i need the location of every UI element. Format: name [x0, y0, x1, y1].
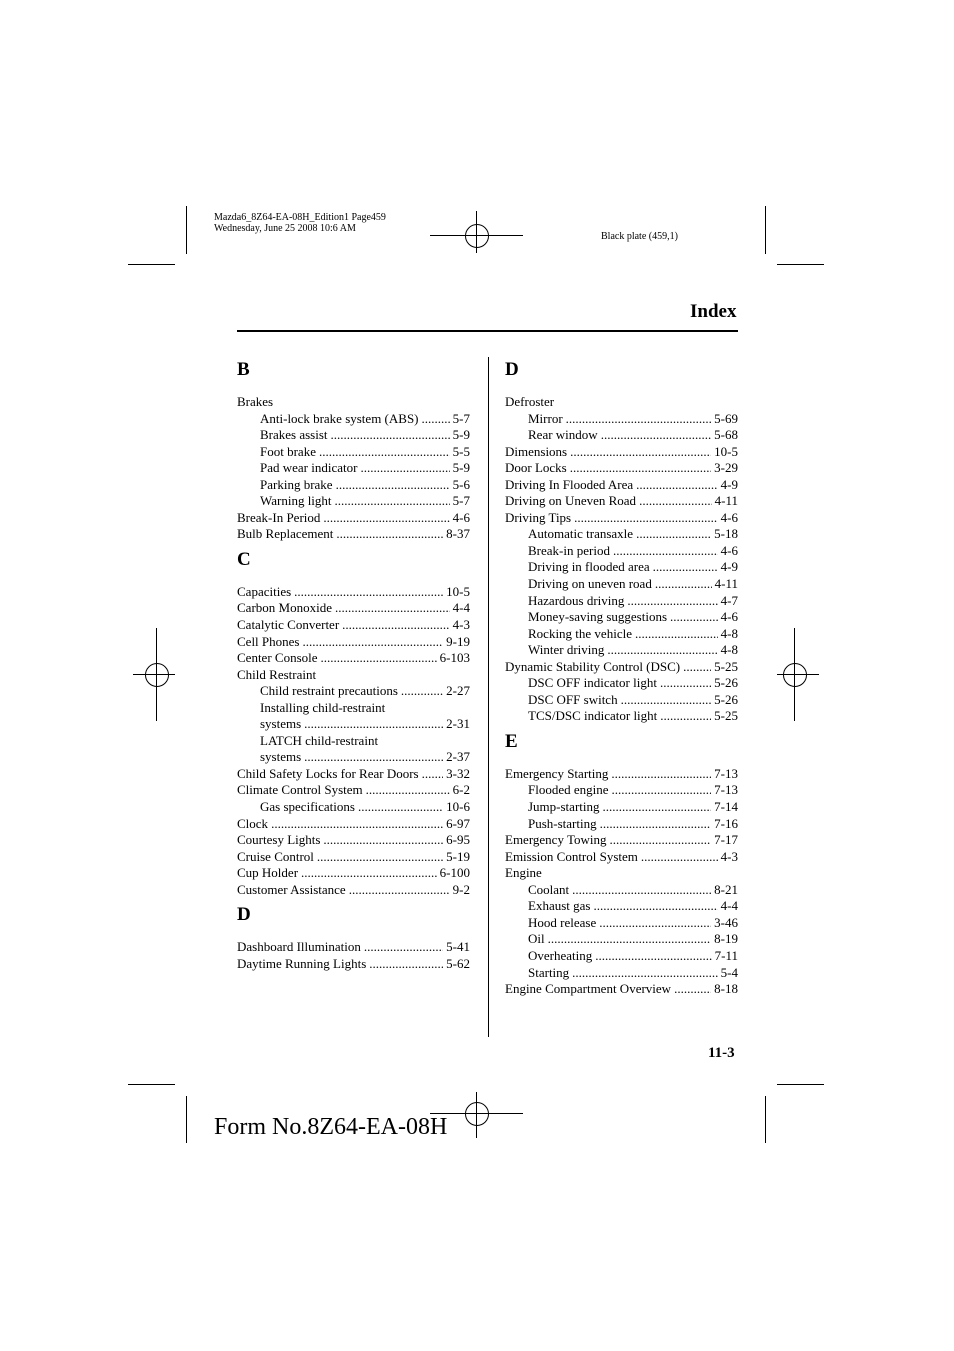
index-column-left — [237, 359, 470, 972]
entry-page-ref: 4-8 — [720, 642, 738, 658]
dot-leader — [342, 617, 449, 634]
entry-term: DSC OFF indicator light — [528, 675, 657, 691]
entry-term: Emergency Starting — [505, 765, 609, 781]
index-entry — [237, 832, 470, 849]
section-letter: D — [237, 904, 251, 926]
index-subentry — [505, 948, 738, 965]
dot-leader — [670, 609, 718, 626]
index-entry — [505, 394, 738, 411]
entry-page-ref: 6-103 — [439, 650, 470, 666]
index-subentry — [505, 882, 738, 899]
index-subentry — [237, 477, 470, 494]
index-entry — [237, 816, 470, 833]
dot-leader — [331, 427, 450, 444]
entry-term: Emission Control System — [505, 848, 638, 864]
entry-page-ref: 7-14 — [714, 799, 738, 815]
entry-page-ref: 9-19 — [446, 633, 470, 649]
entry-term: Push-starting — [528, 815, 597, 831]
entry-term: Clock — [237, 815, 269, 831]
entry-term: Jump-starting — [528, 799, 600, 815]
entry-term: Starting — [528, 964, 570, 980]
section-letter: E — [505, 730, 518, 752]
dot-leader — [301, 865, 437, 882]
dot-leader — [323, 832, 443, 849]
entry-term: Rear window — [528, 427, 598, 443]
index-subentry — [505, 931, 738, 948]
dot-leader — [610, 832, 712, 849]
entry-term: Bulb Replacement — [237, 526, 334, 542]
entry-page-ref: 5-25 — [714, 658, 738, 674]
dot-leader — [317, 849, 443, 866]
entry-page-ref: 5-5 — [452, 443, 470, 459]
dot-leader — [621, 692, 712, 709]
entry-term: Automatic transaxle — [528, 526, 634, 542]
entry-page-ref: 5-26 — [714, 675, 738, 691]
crop-mark — [186, 1096, 187, 1143]
entry-page-ref: 10-6 — [446, 799, 470, 815]
index-subentry — [505, 816, 738, 833]
entry-page-ref: 5-62 — [446, 955, 470, 971]
crop-mark — [128, 1084, 175, 1085]
entry-term: Door Locks — [505, 460, 567, 476]
dot-leader — [636, 477, 717, 494]
dot-leader — [572, 965, 717, 982]
index-entry — [237, 849, 470, 866]
entry-term: Overheating — [528, 947, 593, 963]
dot-leader — [627, 593, 717, 610]
index-subentry — [505, 609, 738, 626]
dot-leader — [593, 898, 717, 915]
entry-page-ref: 5-7 — [452, 493, 470, 509]
entry-term: Winter driving — [528, 642, 605, 658]
entry-term: Customer Assistance — [237, 881, 346, 897]
entry-term: Child Restraint — [237, 666, 317, 682]
entry-term: Driving In Flooded Area — [505, 476, 634, 492]
index-entry — [505, 460, 738, 477]
dot-leader — [335, 600, 450, 617]
entry-page-ref: 2-31 — [446, 716, 470, 732]
entry-page-ref: 6-95 — [446, 832, 470, 848]
entry-term: Money-saving suggestions — [528, 609, 668, 625]
crop-mark — [765, 1096, 766, 1143]
entry-page-ref: 5-41 — [446, 939, 470, 955]
index-entry — [505, 493, 738, 510]
dot-leader — [319, 444, 450, 461]
dot-leader — [599, 915, 711, 932]
entry-term: Carbon Monoxide — [237, 600, 332, 616]
dot-leader — [323, 510, 449, 527]
title-rule — [237, 330, 738, 332]
crop-mark — [777, 1084, 824, 1085]
dot-leader — [612, 782, 712, 799]
entry-term: Child restraint precautions — [260, 683, 398, 699]
index-entry — [505, 477, 738, 494]
entry-page-ref: 4-4 — [720, 898, 738, 914]
entry-page-ref: 7-11 — [714, 947, 738, 963]
index-entry — [237, 650, 470, 667]
entry-term: Courtesy Lights — [237, 832, 321, 848]
crop-mark — [765, 206, 766, 254]
dot-leader — [683, 659, 711, 676]
page-number: 11-3 — [708, 1045, 735, 1061]
dot-leader — [641, 849, 718, 866]
dot-leader — [660, 708, 711, 725]
entry-term: Driving on Uneven Road — [505, 493, 637, 509]
index-subentry — [505, 543, 738, 560]
index-subentry — [505, 642, 738, 659]
black-plate-label: Black plate (459,1) — [601, 231, 678, 242]
entry-page-ref: 5-26 — [714, 691, 738, 707]
dot-leader — [674, 981, 711, 998]
entry-page-ref: 4-6 — [452, 509, 470, 525]
entry-page-ref: 5-25 — [714, 708, 738, 724]
entry-term: Anti-lock brake system (ABS) — [260, 410, 419, 426]
index-subentry — [505, 526, 738, 543]
entry-page-ref: 4-4 — [452, 600, 470, 616]
index-subentry — [505, 799, 738, 816]
index-subentry — [505, 915, 738, 932]
dot-leader — [660, 675, 711, 692]
index-entry — [237, 782, 470, 799]
entry-page-ref: 8-18 — [714, 981, 738, 997]
index-entry — [237, 584, 470, 601]
index-subentry — [505, 411, 738, 428]
entry-term: systems — [260, 716, 302, 732]
entry-term: Climate Control System — [237, 782, 363, 798]
dot-leader — [574, 510, 718, 527]
entry-term: LATCH child-restraint — [260, 732, 379, 748]
index-entry — [237, 510, 470, 527]
entry-page-ref: 6-2 — [452, 782, 470, 798]
index-entry — [237, 939, 470, 956]
entry-page-ref: 3-32 — [446, 765, 470, 781]
dot-leader — [639, 493, 712, 510]
index-entry — [237, 600, 470, 617]
dot-leader — [336, 477, 450, 494]
dot-leader — [304, 716, 443, 733]
dot-leader — [572, 882, 711, 899]
index-subentry — [505, 427, 738, 444]
entry-page-ref: 7-13 — [714, 765, 738, 781]
entry-term: Cup Holder — [237, 865, 299, 881]
entry-term: Engine Compartment Overview — [505, 981, 672, 997]
entry-term: TCS/DSC indicator light — [528, 708, 658, 724]
index-subentry — [237, 427, 470, 444]
entry-term: Mirror — [528, 410, 563, 426]
index-column-right — [505, 359, 738, 998]
dot-leader — [366, 782, 450, 799]
index-subentry — [237, 733, 470, 750]
entry-term: Catalytic Converter — [237, 617, 340, 633]
index-entry — [505, 766, 738, 783]
index-subentry — [505, 675, 738, 692]
entry-page-ref: 9-2 — [452, 881, 470, 897]
entry-page-ref: 10-5 — [446, 583, 470, 599]
index-subentry — [505, 593, 738, 610]
column-divider — [488, 357, 489, 1037]
entry-page-ref: 4-11 — [714, 576, 738, 592]
dot-leader — [655, 576, 712, 593]
entry-term: Engine — [505, 865, 542, 881]
entry-term: Foot brake — [260, 443, 316, 459]
index-entry — [237, 394, 470, 411]
dot-leader — [304, 749, 443, 766]
page-title: Index — [690, 301, 737, 322]
index-subentry — [237, 411, 470, 428]
entry-page-ref: 8-21 — [714, 881, 738, 897]
entry-term: Exhaust gas — [528, 898, 591, 914]
entry-page-ref: 4-3 — [720, 848, 738, 864]
entry-term: Installing child-restraint — [260, 699, 386, 715]
index-subentry — [237, 749, 470, 766]
dot-leader — [358, 799, 443, 816]
index-subentry — [237, 799, 470, 816]
entry-term: Dynamic Stability Control (DSC) — [505, 658, 681, 674]
entry-term: Driving Tips — [505, 509, 572, 525]
entry-page-ref: 6-100 — [439, 865, 470, 881]
index-entry — [237, 634, 470, 651]
entry-term: Hazardous driving — [528, 592, 625, 608]
crop-mark — [777, 264, 824, 265]
entry-page-ref: 4-9 — [720, 476, 738, 492]
entry-page-ref: 4-3 — [452, 617, 470, 633]
index-entry — [237, 882, 470, 899]
entry-page-ref: 5-9 — [452, 427, 470, 443]
entry-term: Pad wear indicator — [260, 460, 358, 476]
entry-page-ref: 5-9 — [452, 460, 470, 476]
entry-term: Capacities — [237, 583, 292, 599]
index-entry — [237, 865, 470, 882]
index-entry — [237, 766, 470, 783]
entry-term: Dimensions — [505, 443, 568, 459]
dot-leader — [364, 939, 443, 956]
index-entry — [505, 659, 738, 676]
dot-leader — [335, 493, 450, 510]
entry-term: Cruise Control — [237, 848, 314, 864]
entry-term: DSC OFF switch — [528, 691, 618, 707]
index-entry — [505, 832, 738, 849]
dot-leader — [600, 816, 712, 833]
index-subentry — [237, 700, 470, 717]
index-subentry — [237, 716, 470, 733]
entry-page-ref: 5-69 — [714, 410, 738, 426]
dot-leader — [336, 526, 443, 543]
dot-leader — [601, 427, 711, 444]
index-subentry — [237, 444, 470, 461]
entry-term: Rocking the vehicle — [528, 625, 632, 641]
index-subentry — [505, 692, 738, 709]
dot-leader — [635, 626, 718, 643]
dot-leader — [613, 543, 718, 560]
index-entry — [237, 667, 470, 684]
index-subentry — [505, 965, 738, 982]
entry-page-ref: 5-18 — [714, 526, 738, 542]
dot-leader — [548, 931, 712, 948]
dot-leader — [595, 948, 711, 965]
print-header-line1: Mazda6_8Z64-EA-08H_Edition1 Page459 — [214, 212, 386, 223]
entry-page-ref: 5-4 — [720, 964, 738, 980]
index-entry — [505, 444, 738, 461]
index-entry — [505, 865, 738, 882]
entry-page-ref: 4-9 — [720, 559, 738, 575]
index-subentry — [237, 460, 470, 477]
entry-page-ref: 6-97 — [446, 815, 470, 831]
dot-leader — [422, 411, 450, 428]
entry-term: Brakes — [237, 394, 274, 409]
entry-term: Center Console — [237, 650, 318, 666]
entry-page-ref: 4-7 — [720, 592, 738, 608]
entry-term: Parking brake — [260, 476, 333, 492]
dot-leader — [271, 816, 443, 833]
entry-term: Dashboard Illumination — [237, 939, 361, 955]
dot-leader — [603, 799, 712, 816]
index-entry — [505, 981, 738, 998]
dot-leader — [611, 766, 711, 783]
dot-leader — [321, 650, 437, 667]
crop-mark — [186, 206, 187, 254]
index-subentry — [505, 898, 738, 915]
entry-term: Warning light — [260, 493, 332, 509]
dot-leader — [653, 559, 718, 576]
dot-leader — [422, 766, 444, 783]
entry-term: Flooded engine — [528, 782, 609, 798]
section-letter: D — [505, 359, 519, 380]
entry-page-ref: 5-19 — [446, 848, 470, 864]
entry-term: Break-In Period — [237, 509, 321, 525]
entry-term: Brakes assist — [260, 427, 328, 443]
entry-page-ref: 4-6 — [720, 542, 738, 558]
print-header-line2: Wednesday, June 25 2008 10:6 AM — [214, 223, 356, 234]
entry-page-ref: 10-5 — [714, 443, 738, 459]
dot-leader — [401, 683, 443, 700]
crop-mark — [128, 264, 175, 265]
section-letter: C — [237, 548, 251, 570]
entry-term: Cell Phones — [237, 633, 300, 649]
index-subentry — [505, 559, 738, 576]
entry-page-ref: 8-37 — [446, 526, 470, 542]
entry-term: Driving in flooded area — [528, 559, 650, 575]
entry-page-ref: 7-17 — [714, 832, 738, 848]
entry-term: Defroster — [505, 394, 555, 409]
index-entry — [505, 510, 738, 527]
entry-term: Child Safety Locks for Rear Doors — [237, 765, 419, 781]
entry-page-ref: 4-6 — [720, 509, 738, 525]
dot-leader — [607, 642, 717, 659]
dot-leader — [566, 411, 711, 428]
index-subentry — [237, 493, 470, 510]
dot-leader — [294, 584, 443, 601]
index-entry — [505, 849, 738, 866]
entry-term: systems — [260, 749, 302, 765]
entry-page-ref: 5-68 — [714, 427, 738, 443]
entry-term: Daytime Running Lights — [237, 955, 367, 971]
dot-leader — [369, 956, 443, 973]
dot-leader — [349, 882, 450, 899]
dot-leader — [570, 444, 711, 461]
section-letter: B — [237, 359, 250, 380]
entry-page-ref: 5-6 — [452, 476, 470, 492]
entry-term: Break-in period — [528, 542, 610, 558]
entry-page-ref: 2-27 — [446, 683, 470, 699]
entry-term: Driving on uneven road — [528, 576, 652, 592]
entry-page-ref: 5-7 — [452, 410, 470, 426]
dot-leader — [570, 460, 711, 477]
entry-page-ref: 7-16 — [714, 815, 738, 831]
entry-term: Gas specifications — [260, 799, 355, 815]
index-subentry — [505, 782, 738, 799]
dot-leader — [636, 526, 711, 543]
entry-term: Hood release — [528, 914, 597, 930]
entry-page-ref: 4-11 — [714, 493, 738, 509]
dot-leader — [302, 634, 443, 651]
entry-page-ref: 3-29 — [714, 460, 738, 476]
index-subentry — [505, 708, 738, 725]
entry-term: Coolant — [528, 881, 570, 897]
index-entry — [237, 526, 470, 543]
entry-term: Emergency Towing — [505, 832, 607, 848]
index-entry — [237, 617, 470, 634]
index-subentry — [505, 576, 738, 593]
entry-page-ref: 2-37 — [446, 749, 470, 765]
entry-page-ref: 7-13 — [714, 782, 738, 798]
entry-page-ref: 8-19 — [714, 931, 738, 947]
index-subentry — [505, 626, 738, 643]
entry-page-ref: 4-6 — [720, 609, 738, 625]
entry-page-ref: 4-8 — [720, 625, 738, 641]
dot-leader — [360, 460, 449, 477]
index-entry — [237, 956, 470, 973]
index-subentry — [237, 683, 470, 700]
entry-page-ref: 3-46 — [714, 914, 738, 930]
form-number: Form No.8Z64-EA-08H — [214, 1114, 448, 1140]
entry-term: Oil — [528, 931, 545, 947]
